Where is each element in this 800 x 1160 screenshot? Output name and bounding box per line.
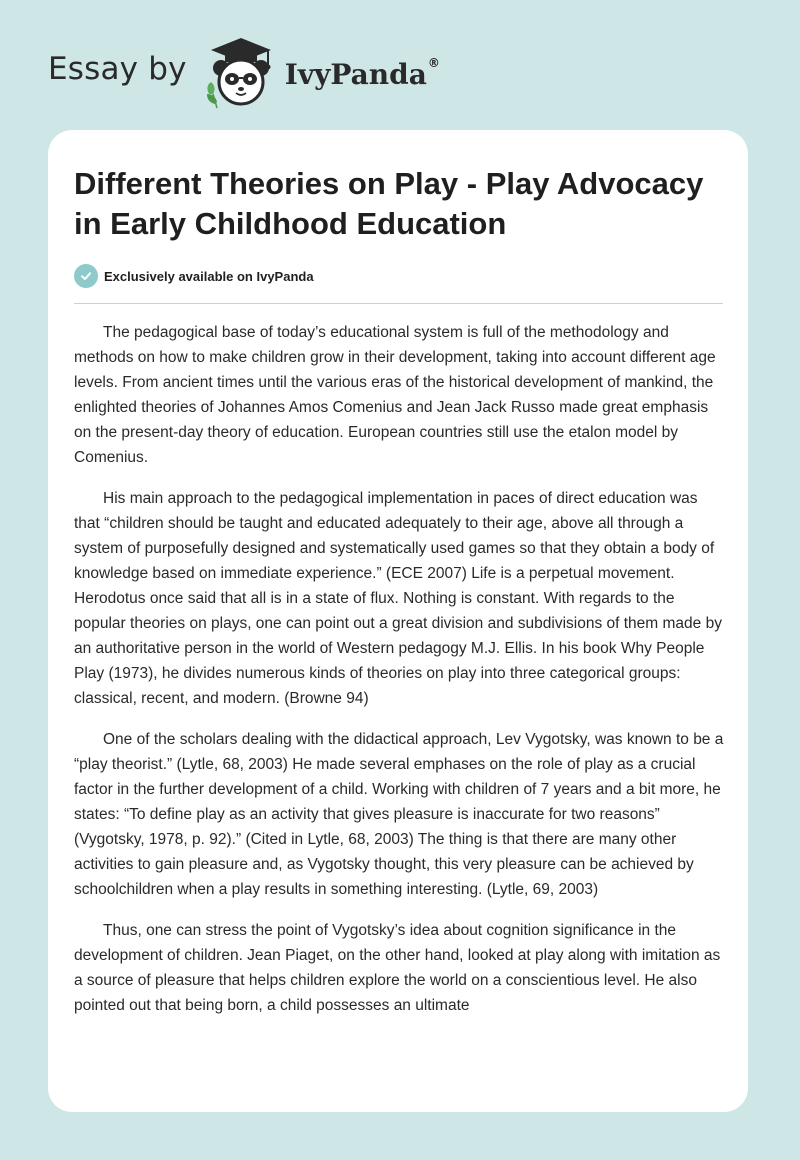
panda-graduate-icon xyxy=(201,32,281,112)
brand-name: IvyPanda® xyxy=(284,55,440,91)
paragraph: His main approach to the pedagogical implementation in paces of direct education was that “children should be taught and educated adequately to their age, above all through a system of purposefully designed and systematically used games so that they obtain a body of knowledge based on immediate experience.” (ECE 2007) Life is a perpetual movement. Herodotus once said that all is in a state of flux. Nothing is constant. With regards to the popular theories on plays, one can point out a great division and subdivisions of them made by an authoritative person in the world of Western pedagogy M.J. Ellis. In his book Why People Play (1973), he divides numerous kinds of theories on play into three categorical groups: classical, recent, and modern. (Browne 94) xyxy=(74,490,722,707)
essay-card xyxy=(48,130,748,1112)
registered-mark: ® xyxy=(427,55,440,70)
essay-body xyxy=(74,320,726,1034)
divider xyxy=(74,303,723,304)
paragraph: The pedagogical base of today’s educational system is full of the methodology and methods on how to make children grow in their development, taking into account different age levels. From ancient times until the various eras of the historical development of mankind, the enlighted theories of Johannes Amos Comenius and Jean Jack Russo made great emphasis on the present-day theory of education. European countries still use the etalon model by Comenius. xyxy=(74,324,716,466)
essay-by-label: Essay by xyxy=(48,51,187,87)
check-icon xyxy=(74,264,98,288)
exclusive-badge xyxy=(74,264,314,288)
essay-title: Different Theories on Play - Play Advocacy in Early Childhood Education xyxy=(74,166,704,241)
paragraph: Thus, one can stress the point of Vygotsky’s idea about cognition significance in the development of children. Jean Piaget, on the other hand, looked at play along with imitation as a source of pleasure that helps children explore the world on a conscientious level. He also pointed out that being born, a child possesses an ultimate xyxy=(74,922,721,1014)
paragraph: One of the scholars dealing with the didactical approach, Lev Vygotsky, was known to be a “play theorist.” (Lytle, 68, 2003) He made several emphases on the role of play as a crucial factor in the further development of a child. Working with children of 7 years and a bit more, he states: “To define play as an activity that gives pleasure is inaccurate for two reasons” (Vygotsky, 1978, p. 92).” (Cited in Lytle, 68, 2003) The thing is that there are many other activities to gain pleasure and, as Vygotsky thought, this very pleasure can be achieved by schoolchildren when a play results in something interesting. (Lytle, 69, 2003) xyxy=(74,731,724,898)
site-header xyxy=(48,32,440,112)
exclusive-label: Exclusively available on IvyPanda xyxy=(104,268,314,284)
